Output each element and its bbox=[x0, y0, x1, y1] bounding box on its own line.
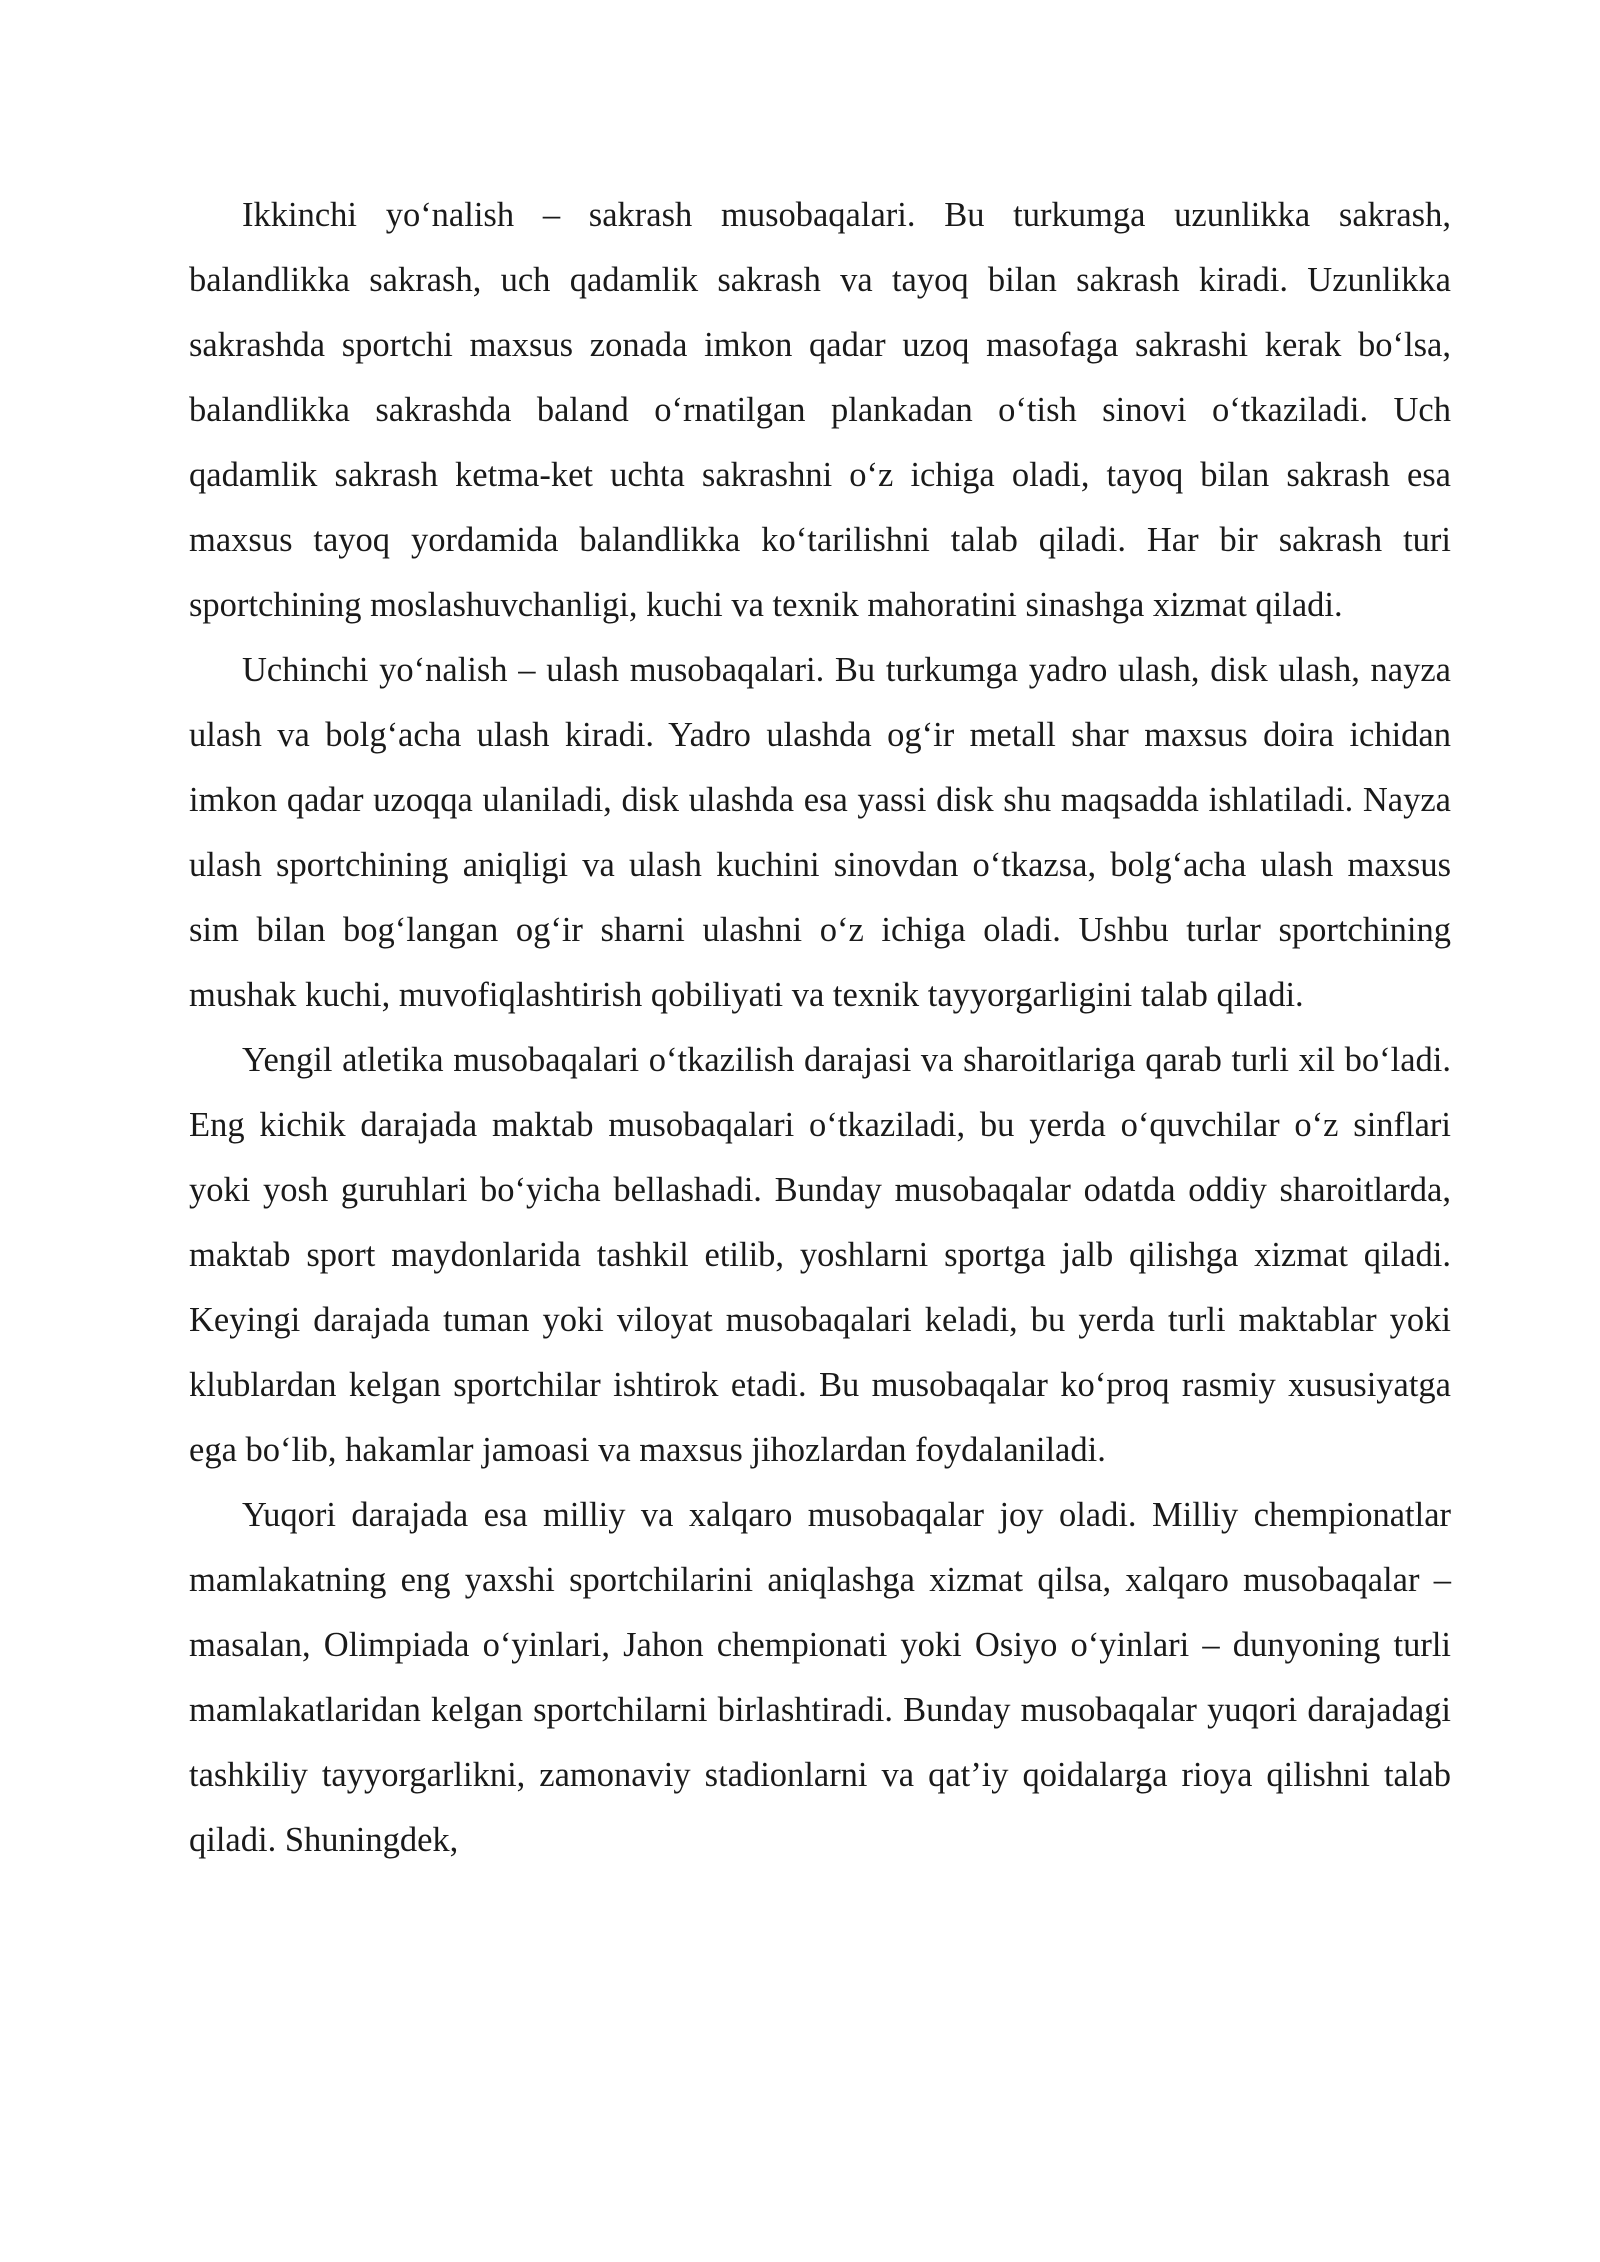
paragraph-jumping-events: Ikkinchi yo‘nalish – sakrash musobaqalari. Bu turkumga uzunlikka sakrash, balandlikka sakrash, uch qadamlik sakrash va tayoq bilan sakrash kiradi. Uzunlikka sakrashda sportchi maxsus zonada imkon qadar uzoq masofaga sakrashi kerak bo‘lsa, balandlikka sakrashda baland o‘rnatilgan plankadan o‘tish sinovi o‘tkaziladi. Uch qadamlik sakrash ketma-ket uchta sakrashni o‘z ichiga oladi, tayoq bilan sakrash esa maxsus tayoq yordamida balandlikka ko‘tarilishni talab qiladi. Har bir sakrash turi sportchining moslashuvchanligi, kuchi va texnik mahoratini sinashga xizmat qiladi. bbox=[189, 196, 1451, 624]
paragraph-throwing-events: Uchinchi yo‘nalish – ulash musobaqalari. Bu turkumga yadro ulash, disk ulash, nayza ulash va bolg‘acha ulash kiradi. Yadro ulashda og‘ir metall shar maxsus doira ichidan imkon qadar uzoqqa ulaniladi, disk ulashda esa yassi disk shu maqsadda ishlatiladi. Nayza ulash sportchining aniqligi va ulash kuchini sinovdan o‘tkazsa, bolg‘acha ulash maxsus sim bilan bog‘langan og‘ir sharni ulashni o‘z ichiga oladi. Ushbu turlar sportchining mushak kuchi, muvofiqlashtirish qobiliyati va texnik tayyorgarligini talab qiladi. bbox=[189, 651, 1451, 1014]
document-body bbox=[189, 183, 1451, 1873]
paragraph-competition-levels: Yengil atletika musobaqalari o‘tkazilish darajasi va sharoitlariga qarab turli xil bo‘ladi. Eng kichik darajada maktab musobaqalari o‘tkaziladi, bu yerda o‘quvchilar o‘z sinflari yoki yosh guruhlari bo‘yicha bellashadi. Bunday musobaqalar odatda oddiy sharoitlarda, maktab sport maydonlarida tashkil etilib, yoshlarni sportga jalb qilishga xizmat qiladi. Keyingi darajada tuman yoki viloyat musobaqalari keladi, bu yerda turli maktablar yoki klublardan kelgan sportchilar ishtirok etadi. Bu musobaqalar ko‘proq rasmiy xususiyatga ega bo‘lib, hakamlar jamoasi va maxsus jihozlardan foydalaniladi. bbox=[189, 1041, 1451, 1469]
paragraph-national-international: Yuqori darajada esa milliy va xalqaro musobaqalar joy oladi. Milliy chempionatlar mamlakatning eng yaxshi sportchilarini aniqlashga xizmat qilsa, xalqaro musobaqalar – masalan, Olimpiada o‘yinlari, Jahon chempionati yoki Osiyo o‘yinlari – dunyoning turli mamlakatlaridan kelgan sportchilarni birlashtiradi. Bunday musobaqalar yuqori darajadagi tashkiliy tayyorgarlikni, zamonaviy stadionlarni va qat’iy qoidalarga rioya qilishni talab qiladi. Shuningdek, bbox=[189, 1496, 1451, 1859]
